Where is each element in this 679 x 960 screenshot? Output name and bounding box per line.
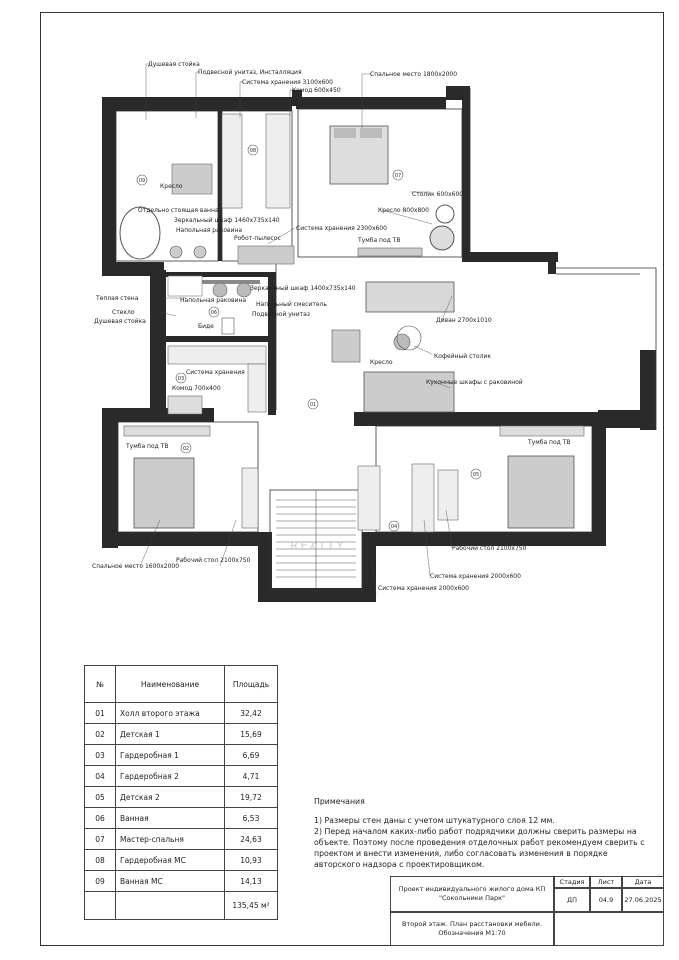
label-armchair: Кресло 800х800 (378, 207, 429, 214)
label-bidet: Биде (198, 323, 214, 330)
label-side-table: Столик 600х600 (412, 191, 464, 198)
room-03: 03 (177, 376, 185, 382)
cell-name: Гардеробная 1 (116, 745, 225, 766)
col-area: Площадь (225, 666, 278, 703)
label-storage-3100: Система хранения 3100х600 (242, 79, 333, 86)
cell-area: 6,69 (225, 745, 278, 766)
table-row (85, 766, 278, 787)
notes-title: Примечания (314, 797, 365, 806)
stamp-blank (554, 912, 664, 946)
table-row (85, 745, 278, 766)
cell-area: 19,72 (225, 787, 278, 808)
stamp-date: 27.06.2025 (622, 888, 664, 912)
room-05: 05 (472, 472, 480, 478)
table-row (85, 724, 278, 745)
note-2: 2) Перед началом каких-либо работ подрядчики должны сверить размеры на объекте. Поэтому после проведения отделочных работ рекомендуем сверить с проектом и внести изменения, либо согласовать изменения в порядке авторского надзора с проектировщиком. (314, 827, 645, 869)
table-row (85, 850, 278, 871)
cell-num: 06 (85, 808, 116, 829)
table-row (85, 808, 278, 829)
cell-area: 15,69 (225, 724, 278, 745)
room-06: 06 (210, 310, 218, 316)
label-sofa: Диван 2700х1010 (436, 317, 492, 324)
cell-num: 09 (85, 871, 116, 892)
cell-area: 4,71 (225, 766, 278, 787)
label-bed-1800: Спальное место 1800х2000 (370, 71, 458, 78)
cell-name: Гардеробная 2 (116, 766, 225, 787)
col-name: Наименование (116, 666, 225, 703)
label-tub: Отдельно стоящая ванна (138, 207, 219, 214)
label-wall-toilet-2: Подвесной унитаз (252, 311, 310, 318)
label-tv-07: Тумба под ТВ (358, 237, 401, 244)
cell-area: 14,13 (225, 871, 278, 892)
stamp-stage-label: Стадия (554, 876, 590, 888)
total-row (85, 892, 278, 920)
label-glass: Стекло (112, 309, 135, 316)
label-storage-2000a: Система хранения 2000х600 (430, 573, 521, 580)
stamp-sheet: 04.9 (590, 888, 622, 912)
room-09: 09 (138, 178, 146, 184)
label-dresser: Комод 600х450 (292, 87, 341, 94)
stamp-sheet-title: Второй этаж. План расстановки мебели. Обозначения М1:70 (390, 912, 554, 946)
label-tv-02: Тумба под ТВ (126, 443, 169, 450)
label-mirror-1: Зеркальный шкаф 1460х735х140 (174, 217, 280, 224)
cell-num: 07 (85, 829, 116, 850)
table-row (85, 829, 278, 850)
cell-name: Холл второго этажа (116, 703, 225, 724)
col-num: № (85, 666, 116, 703)
cell-num: 05 (85, 787, 116, 808)
stamp-project: Проект индивидуального жилого дома КП "Сокольники Парк" (390, 876, 554, 912)
label-wall-toilet: Подвесной унитаз, Инсталляция (198, 69, 302, 76)
label-robot: Робот-пылесос (234, 235, 281, 242)
label-shower-top: Душевая стойка (148, 61, 200, 68)
label-storage-2300: Система хранения 2300х600 (296, 225, 387, 232)
note-1: 1) Размеры стен даны с учетом штукатурного слоя 12 мм. (314, 816, 555, 825)
label-bed-1600: Спальное место 1600х2000 (92, 563, 180, 570)
table-row (85, 703, 278, 724)
cell-name: Ванная (116, 808, 225, 829)
label-mixer: Напольный смеситель (256, 301, 327, 308)
room-07: 07 (394, 173, 402, 179)
table-row (85, 787, 278, 808)
room-08: 08 (249, 148, 257, 154)
cell-num: 02 (85, 724, 116, 745)
title-block (390, 876, 664, 946)
cell-num: 01 (85, 703, 116, 724)
cell-area: 24,63 (225, 829, 278, 850)
label-storage-03: Система хранения (186, 369, 245, 376)
stamp-stage: ДП (554, 888, 590, 912)
label-sink-2: Напольная раковина (180, 297, 247, 304)
room-04: 04 (390, 524, 398, 530)
cell-name: Детская 2 (116, 787, 225, 808)
cell-num: 08 (85, 850, 116, 871)
stamp-date-label: Дата (622, 876, 664, 888)
cell-name: Детская 1 (116, 724, 225, 745)
cell-name: Мастер-спальня (116, 829, 225, 850)
stamp-sheet-label: Лист (590, 876, 622, 888)
furniture (120, 114, 584, 532)
room-table (84, 665, 278, 920)
label-desk-05: Рабочий стол 2100х750 (452, 545, 527, 552)
cell-name: Ванная МС (116, 871, 225, 892)
room-02: 02 (182, 446, 190, 452)
notes (314, 796, 650, 870)
cell-num: 04 (85, 766, 116, 787)
label-chair-09: Кресло (160, 183, 183, 190)
label-kitchen: Кухонные шкафы с раковиной (426, 379, 523, 386)
label-shower: Душевая стойка (94, 318, 146, 325)
label-chair-01: Кресло (370, 359, 393, 366)
label-tv-05: Тумба под ТВ (528, 439, 571, 446)
cell-area: 6,53 (225, 808, 278, 829)
label-warm-wall: Теплая стена (96, 295, 139, 302)
cell-area: 10,93 (225, 850, 278, 871)
label-storage-2000b: Система хранения 2000х600 (378, 585, 469, 592)
label-coffee-table: Кофейный столик (434, 353, 491, 360)
total-area: 135,45 м² (225, 892, 278, 920)
cell-area: 32,42 (225, 703, 278, 724)
label-mirror-2: Зеркальный шкаф 1400х735х140 (250, 285, 356, 292)
watermark: REALTY (290, 539, 346, 553)
room-01: 01 (309, 402, 317, 408)
label-desk-02: Рабочий стол 2100х750 (176, 557, 251, 564)
cell-name: Гардеробная МС (116, 850, 225, 871)
table-row (85, 871, 278, 892)
label-sink-1: Напольная раковина (176, 227, 243, 234)
cell-num: 03 (85, 745, 116, 766)
label-dresser-700: Комод 700х400 (172, 385, 221, 392)
